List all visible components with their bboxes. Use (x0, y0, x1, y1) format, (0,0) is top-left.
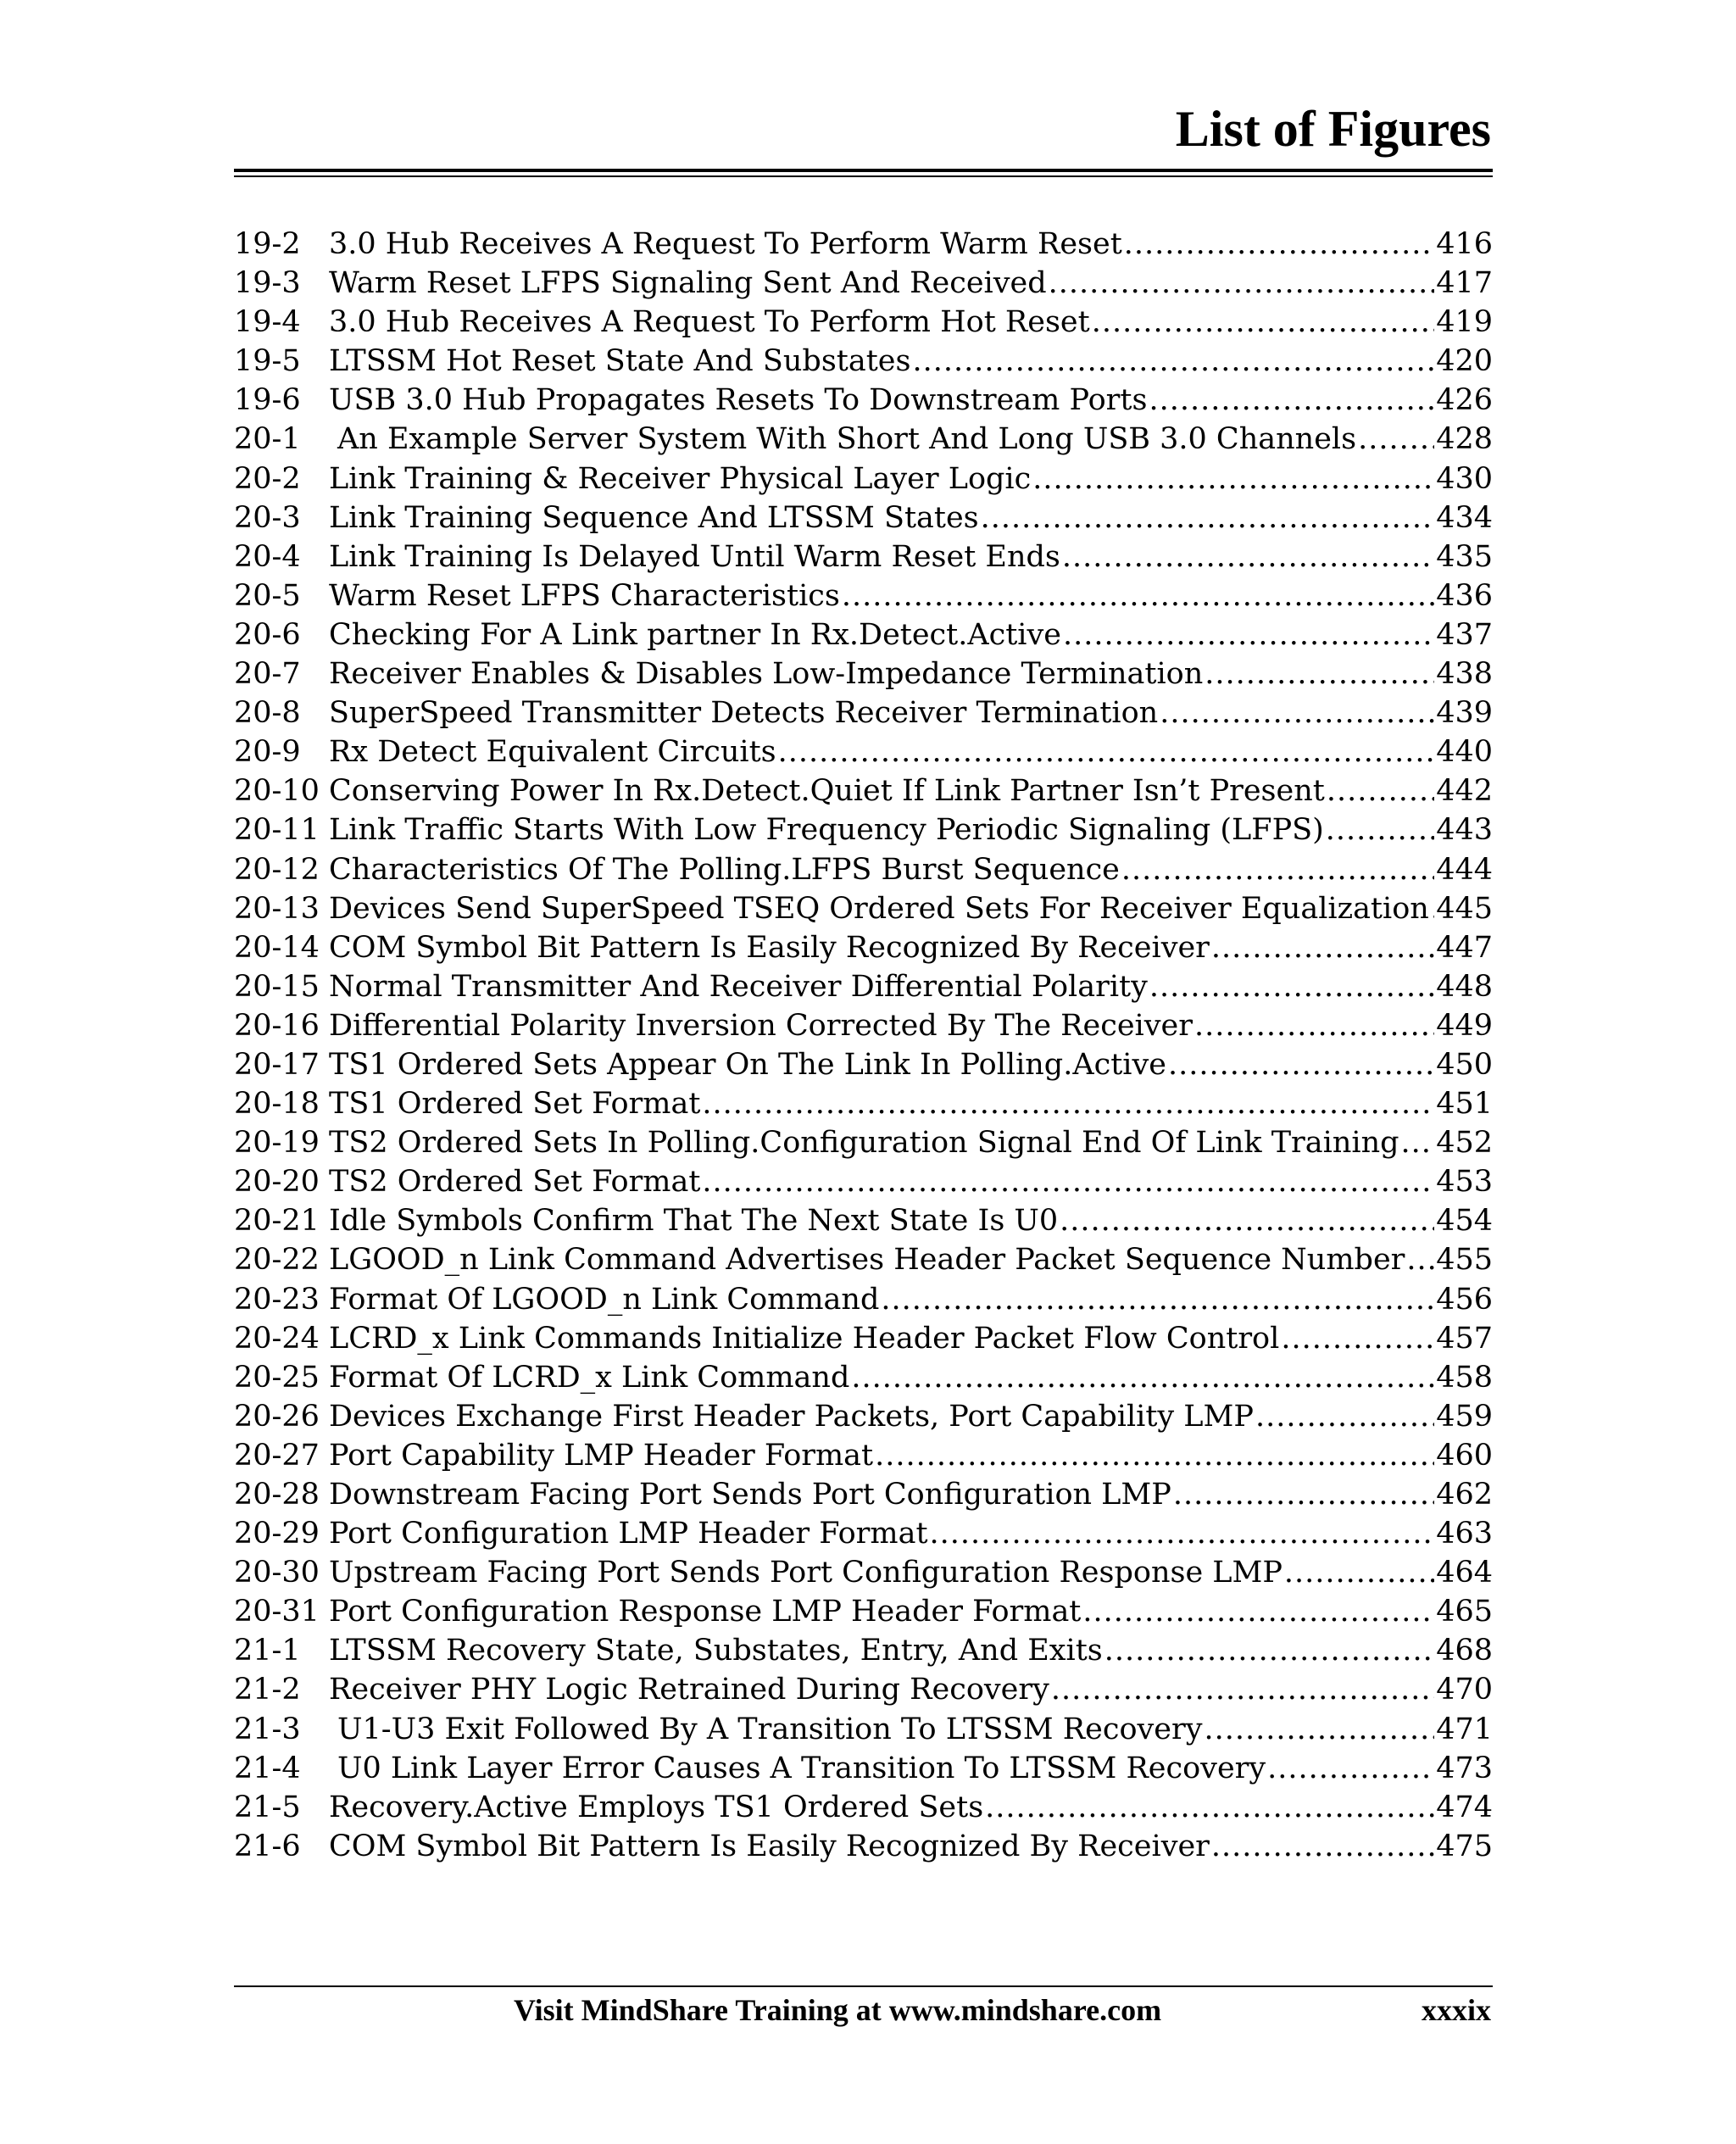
figure-entry-body (329, 381, 1493, 420)
figure-page-number: 465 (1436, 1595, 1493, 1629)
figure-page-number: 453 (1436, 1165, 1493, 1200)
figure-entry (234, 1592, 1493, 1631)
figure-title: Warm Reset LFPS Characteristics (329, 578, 840, 613)
figure-entry (234, 1827, 1493, 1866)
figure-entry (234, 576, 1493, 615)
figure-page-number: 428 (1436, 422, 1493, 457)
figure-entry (234, 1084, 1493, 1123)
figure-entry (234, 1710, 1493, 1749)
dot-leader (875, 1436, 1434, 1475)
dot-leader (1168, 1045, 1434, 1084)
figure-number: 21-6 (234, 1829, 301, 1863)
figure-number: 20-6 (234, 617, 301, 652)
header-rule-thick (234, 169, 1493, 172)
figure-title: Warm Reset LFPS Signaling Sent And Received (329, 266, 1047, 301)
dot-leader (1211, 928, 1434, 967)
figure-page-number: 440 (1436, 735, 1493, 770)
figure-page-number: 471 (1436, 1712, 1493, 1746)
figure-entry-body (329, 1710, 1493, 1749)
figure-title: Devices Send SuperSpeed TSEQ Ordered Sets For Receiver Equalization (329, 891, 1429, 926)
figure-entry-body (329, 889, 1493, 928)
dot-leader (1173, 1475, 1434, 1514)
figure-number: 20-18 (234, 1087, 320, 1122)
figure-entry-body (329, 928, 1493, 967)
figure-number: 21-4 (234, 1751, 301, 1785)
dot-leader (1051, 1670, 1434, 1709)
figure-number: 20-20 (234, 1165, 320, 1200)
figure-page-number: 457 (1436, 1321, 1493, 1356)
figure-page-number: 438 (1436, 657, 1493, 692)
figure-number: 20-10 (234, 774, 320, 809)
dot-leader (1281, 1319, 1434, 1358)
figure-number: 21-5 (234, 1790, 301, 1824)
figure-page-number: 462 (1436, 1478, 1493, 1512)
figure-entry-body (329, 1670, 1493, 1709)
dot-leader (985, 1788, 1434, 1827)
dot-leader (851, 1358, 1434, 1397)
figure-title: Characteristics Of The Polling.LFPS Burst Sequence (329, 852, 1120, 887)
figure-title: Upstream Facing Port Sends Port Configuration Response LMP (329, 1556, 1283, 1590)
figure-entry (234, 810, 1493, 849)
figure-title: COM Symbol Bit Pattern Is Easily Recognized By Receiver (329, 930, 1210, 965)
dot-leader (881, 1280, 1434, 1319)
figure-entry-body (329, 342, 1493, 381)
dot-leader (1149, 381, 1434, 420)
dot-leader (1121, 850, 1434, 889)
figure-entry (234, 732, 1493, 771)
figure-title: LTSSM Hot Reset State And Substates (329, 344, 911, 379)
figure-entry-body (329, 771, 1493, 810)
dot-leader (1063, 615, 1434, 654)
figure-page-number: 460 (1436, 1438, 1493, 1473)
figure-entry-body (329, 732, 1493, 771)
figure-title: 3.0 Hub Receives A Request To Perform Hot Reset (329, 305, 1090, 340)
figure-title: Conserving Power In Rx.Detect.Quiet If Link Partner Isn’t Present (329, 774, 1325, 809)
figure-page-number: 447 (1436, 930, 1493, 965)
figure-title: TS2 Ordered Set Format (329, 1165, 701, 1200)
figure-entry (234, 303, 1493, 342)
figure-page-number: 456 (1436, 1282, 1493, 1317)
figure-number: 19-6 (234, 383, 301, 418)
figure-title: Format Of LCRD_x Link Command (329, 1360, 850, 1395)
figure-entry-body (329, 1084, 1493, 1123)
figure-page-number: 436 (1436, 578, 1493, 613)
figure-entry-body (329, 459, 1493, 498)
figure-number: 20-2 (234, 461, 301, 496)
figure-entry-body (329, 1436, 1493, 1475)
figure-entry (234, 1162, 1493, 1201)
figure-number: 20-9 (234, 735, 301, 770)
figure-title: Format Of LGOOD_n Link Command (329, 1282, 880, 1317)
figure-page-number: 468 (1436, 1634, 1493, 1668)
figure-title: Devices Exchange First Header Packets, Port Capability LMP (329, 1399, 1254, 1434)
dot-leader (1327, 771, 1434, 810)
figure-entry-body (329, 1240, 1493, 1279)
figure-number: 20-13 (234, 891, 320, 926)
figure-entry-body (329, 1045, 1493, 1084)
figure-page-number: 463 (1436, 1517, 1493, 1551)
figure-number: 20-15 (234, 969, 320, 1004)
figure-entry-body (329, 693, 1493, 732)
figure-page-number: 444 (1436, 852, 1493, 887)
figure-page-number: 473 (1436, 1751, 1493, 1785)
figure-number: 20-29 (234, 1517, 320, 1551)
figure-entry (234, 381, 1493, 420)
figure-title: COM Symbol Bit Pattern Is Easily Recognized By Receiver (329, 1829, 1210, 1863)
figure-title: Link Training Is Delayed Until Warm Reset Ends (329, 539, 1060, 574)
figure-number: 21-3 (234, 1712, 301, 1746)
figure-page-number: 452 (1436, 1126, 1493, 1161)
figure-page-number: 442 (1436, 774, 1493, 809)
figure-entry-body (329, 615, 1493, 654)
figure-entry-body (329, 537, 1493, 576)
figure-page-number: 445 (1436, 891, 1493, 926)
figure-entry (234, 1006, 1493, 1045)
figure-entry (234, 1358, 1493, 1397)
figure-number: 20-1 (234, 422, 301, 457)
figure-entry-body (329, 1592, 1493, 1631)
figure-number: 20-27 (234, 1438, 320, 1473)
figure-entry (234, 264, 1493, 303)
figure-number: 20-14 (234, 930, 320, 965)
figure-entry-body (329, 1319, 1493, 1358)
figure-entry-body (329, 1123, 1493, 1162)
dot-leader (1194, 1006, 1434, 1045)
figure-title: Rx Detect Equivalent Circuits (329, 735, 776, 770)
figure-list (234, 225, 1493, 1866)
dot-leader (1255, 1397, 1434, 1436)
figure-number: 20-11 (234, 813, 320, 848)
figure-title: U1-U3 Exit Followed By A Transition To LTSSM Recovery (337, 1712, 1203, 1746)
figure-page-number: 454 (1436, 1204, 1493, 1239)
dot-leader (1124, 225, 1434, 264)
figure-page-number: 420 (1436, 344, 1493, 379)
figure-entry-body (329, 498, 1493, 537)
figure-number: 20-26 (234, 1399, 320, 1434)
figure-page-number: 450 (1436, 1047, 1493, 1082)
figure-page-number: 434 (1436, 500, 1493, 535)
header-rule-thin (234, 175, 1493, 177)
figure-entry-body (329, 1280, 1493, 1319)
figure-entry (234, 1514, 1493, 1553)
figure-entry-body (329, 264, 1493, 303)
figure-title: LCRD_x Link Commands Initialize Header Packet Flow Control (329, 1321, 1280, 1356)
figure-title: Port Capability LMP Header Format (329, 1438, 874, 1473)
figure-page-number: 459 (1436, 1399, 1493, 1434)
figure-title: Receiver Enables & Disables Low-Impedance Termination (329, 657, 1204, 692)
figure-number: 20-25 (234, 1360, 320, 1395)
dot-leader (1062, 537, 1434, 576)
figure-title: Downstream Facing Port Sends Port Configuration LMP (329, 1478, 1171, 1512)
figure-entry (234, 420, 1493, 459)
figure-number: 19-3 (234, 266, 301, 301)
figure-entry (234, 850, 1493, 889)
figure-page-number: 458 (1436, 1360, 1493, 1395)
figure-entry-body (329, 1006, 1493, 1045)
figure-number: 20-21 (234, 1204, 320, 1239)
figure-number: 20-8 (234, 696, 301, 731)
figure-page-number: 435 (1436, 539, 1493, 574)
figure-number: 20-5 (234, 578, 301, 613)
figure-entry (234, 1749, 1493, 1788)
figure-page-number: 464 (1436, 1556, 1493, 1590)
figure-entry (234, 1045, 1493, 1084)
dot-leader (1104, 1631, 1434, 1670)
dot-leader (1358, 420, 1434, 459)
footer-page-number: xxxix (1421, 1993, 1491, 2027)
figure-entry (234, 928, 1493, 967)
figure-entry-body (329, 1631, 1493, 1670)
dot-leader (1267, 1749, 1434, 1788)
figure-entry (234, 459, 1493, 498)
figure-number: 20-28 (234, 1478, 320, 1512)
figure-page-number: 437 (1436, 617, 1493, 652)
figure-number: 20-30 (234, 1556, 320, 1590)
dot-leader (778, 732, 1435, 771)
figure-title: TS2 Ordered Sets In Polling.Configuration Signal End Of Link Training (329, 1126, 1399, 1161)
figure-entry (234, 967, 1493, 1006)
figure-page-number: 470 (1436, 1673, 1493, 1707)
figure-number: 20-12 (234, 852, 320, 887)
figure-number: 20-24 (234, 1321, 320, 1356)
figure-entry (234, 889, 1493, 928)
figure-entry (234, 537, 1493, 576)
figure-title: Checking For A Link partner In Rx.Detect.Active (329, 617, 1061, 652)
figure-page-number: 451 (1436, 1087, 1493, 1122)
figure-entry (234, 1123, 1493, 1162)
figure-entry-body (329, 1788, 1493, 1827)
figure-entry (234, 498, 1493, 537)
figure-entry (234, 1553, 1493, 1592)
figure-number: 20-22 (234, 1243, 320, 1278)
dot-leader (1149, 967, 1434, 1006)
dot-leader (1205, 654, 1434, 693)
figure-title: Link Training Sequence And LTSSM States (329, 500, 979, 535)
figure-entry-body (329, 1514, 1493, 1553)
figure-title: U0 Link Layer Error Causes A Transition To LTSSM Recovery (337, 1751, 1266, 1785)
dot-leader (1211, 1827, 1434, 1866)
figure-title: TS1 Ordered Set Format (329, 1087, 701, 1122)
figure-title: Link Training & Receiver Physical Layer Logic (329, 461, 1032, 496)
figure-entry-body (329, 810, 1493, 849)
figure-entry (234, 1670, 1493, 1709)
dot-leader (1082, 1592, 1434, 1631)
dot-leader (912, 342, 1434, 381)
figure-entry (234, 342, 1493, 381)
figure-page-number: 474 (1436, 1790, 1493, 1824)
figure-title: LTSSM Recovery State, Substates, Entry, And Exits (329, 1634, 1103, 1668)
figure-number: 19-5 (234, 344, 301, 379)
figure-title: Port Configuration Response LMP Header Format (329, 1595, 1082, 1629)
figure-title: 3.0 Hub Receives A Request To Perform Warm Reset (329, 227, 1122, 261)
dot-leader (1406, 1240, 1434, 1279)
figure-entry-body (329, 420, 1493, 459)
figure-title: Recovery.Active Employs TS1 Ordered Sets (329, 1790, 984, 1824)
page-title: List of Figures (1175, 101, 1491, 157)
figure-entry (234, 1201, 1493, 1240)
figure-entry-body (329, 303, 1493, 342)
figure-number: 20-31 (234, 1595, 320, 1629)
figure-entry (234, 1436, 1493, 1475)
figure-title: Normal Transmitter And Receiver Differential Polarity (329, 969, 1148, 1004)
dot-leader (1401, 1123, 1435, 1162)
dot-leader (1032, 459, 1434, 498)
figure-page-number: 448 (1436, 969, 1493, 1004)
dot-leader (842, 576, 1434, 615)
figure-entry (234, 1475, 1493, 1514)
figure-entry (234, 1397, 1493, 1436)
dot-leader (1092, 303, 1434, 342)
figure-entry-body (329, 225, 1493, 264)
dot-leader (1326, 810, 1434, 849)
figure-entry-body (329, 1553, 1493, 1592)
figure-title: Receiver PHY Logic Retrained During Recovery (329, 1673, 1049, 1707)
figure-number: 20-7 (234, 657, 301, 692)
figure-entry-body (329, 576, 1493, 615)
figure-entry (234, 225, 1493, 264)
figure-number: 19-2 (234, 227, 301, 261)
figure-entry-body (329, 1475, 1493, 1514)
dot-leader (981, 498, 1435, 537)
figure-page-number: 449 (1436, 1008, 1493, 1043)
figure-entry (234, 1319, 1493, 1358)
footer-rule (234, 1985, 1493, 1987)
figure-title: Differential Polarity Inversion Corrected By The Receiver (329, 1008, 1193, 1043)
figure-number: 21-1 (234, 1634, 301, 1668)
figure-page-number: 475 (1436, 1829, 1493, 1863)
dot-leader (1284, 1553, 1434, 1592)
dot-leader (702, 1162, 1434, 1201)
figure-title: Idle Symbols Confirm That The Next State Is U0 (329, 1204, 1059, 1239)
dot-leader (930, 1514, 1435, 1553)
figure-entry-body (329, 1749, 1493, 1788)
figure-title: LGOOD_n Link Command Advertises Header Packet Sequence Number (329, 1243, 1405, 1278)
dot-leader (1049, 264, 1435, 303)
figure-title: TS1 Ordered Sets Appear On The Link In Polling.Active (329, 1047, 1166, 1082)
figure-title: USB 3.0 Hub Propagates Resets To Downstream Ports (329, 383, 1148, 418)
figure-number: 20-17 (234, 1047, 320, 1082)
figure-number: 20-19 (234, 1126, 320, 1161)
dot-leader (1205, 1710, 1435, 1749)
figure-page-number: 416 (1436, 227, 1493, 261)
figure-entry-body (329, 1201, 1493, 1240)
dot-leader (1060, 1201, 1434, 1240)
figure-title: Port Configuration LMP Header Format (329, 1517, 928, 1551)
figure-entry-body (329, 1827, 1493, 1866)
figure-number: 19-4 (234, 305, 301, 340)
figure-entry (234, 693, 1493, 732)
figure-entry (234, 1280, 1493, 1319)
figure-entry-body (329, 1358, 1493, 1397)
dot-leader (1160, 693, 1434, 732)
figure-page-number: 426 (1436, 383, 1493, 418)
figure-page-number: 430 (1436, 461, 1493, 496)
figure-page-number: 419 (1436, 305, 1493, 340)
figure-page-number: 439 (1436, 696, 1493, 731)
figure-entry (234, 771, 1493, 810)
figure-entry (234, 1788, 1493, 1827)
figure-title: SuperSpeed Transmitter Detects Receiver Termination (329, 696, 1159, 731)
figure-page-number: 417 (1436, 266, 1493, 301)
figure-entry-body (329, 1162, 1493, 1201)
figure-number: 20-23 (234, 1282, 320, 1317)
figure-page-number: 455 (1436, 1243, 1493, 1278)
figure-entry (234, 1631, 1493, 1670)
figure-entry (234, 615, 1493, 654)
figure-title: Link Traffic Starts With Low Frequency Periodic Signaling (LFPS) (329, 813, 1324, 848)
figure-entry-body (329, 967, 1493, 1006)
figure-number: 20-3 (234, 500, 301, 535)
figure-entry-body (329, 1397, 1493, 1436)
footer-text: Visit MindShare Training at www.mindshare.com (514, 1993, 1162, 2027)
figure-entry (234, 654, 1493, 693)
figure-title: An Example Server System With Short And Long USB 3.0 Channels (337, 422, 1357, 457)
figure-number: 20-4 (234, 539, 301, 574)
dot-leader (702, 1084, 1434, 1123)
figure-entry (234, 1240, 1493, 1279)
figure-page-number: 443 (1436, 813, 1493, 848)
figure-entry-body (329, 654, 1493, 693)
figure-number: 20-16 (234, 1008, 320, 1043)
figure-entry-body (329, 850, 1493, 889)
figure-number: 21-2 (234, 1673, 301, 1707)
